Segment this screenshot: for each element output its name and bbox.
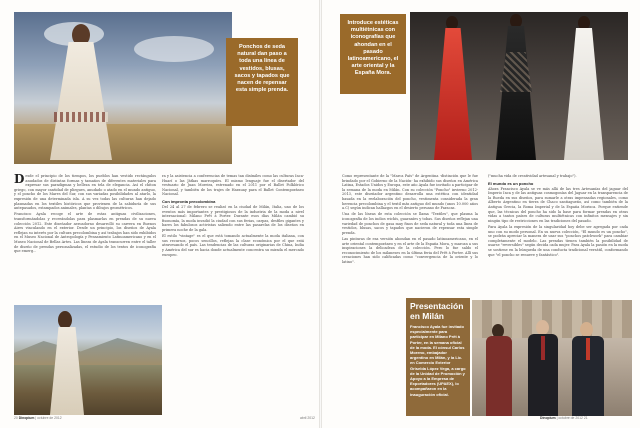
article-paragraph: Ahora Francisco Ayala se ve más allá de las tres Artesanías del jaguar del Imperio Inca y de las antiguas cosmogonías del Jaguar en la transparencia de la Rueda en sus diseños, para sumarle a otras impensadas regionales, como Alberto Argentino en tierra de Chaco santiagueño, así como también de la Antigua Grecia, la Roma Imperial y de la España Morisca. Porque entiende que, las técnicas del poncho ha sido la base para formar prendas en otras vidas a tantos países de culturas multiétnicas con infinitos mensajes y sin ningún tipo de restricciones en las tradiciones del pasado. — [488, 186, 628, 223]
right-page — [322, 0, 640, 428]
presentation-milan-box — [406, 298, 470, 416]
article-paragraph: ra y la asistencia a conferencias de temas tan disímiles como las culturas Inca-Huarí o las Játkas marroquíes. El mismo lenguaje fue el disertador del vestuario de Juan Moreira, estrenado en el 2011 por el Ballet Folklórico Nacional, y también de los trajes de Harauay para el Ballet Contemporáneo Nacional. — [162, 174, 304, 197]
magazine-name: Dinopium — [540, 416, 556, 420]
article-paragraph: ("mucha vida de creatividad artesanal y trabajo"). — [488, 174, 577, 178]
valley-model-photo — [14, 305, 162, 415]
article-paragraph: El estilo "vintage" es el que está tomando actualmente la moda italiana, con sus recursos, pocos sencillos, reflejan la clase económica por el que está atravesando el país. Las tendencias de las culturas originarias de China, India y América del sur es hacia donde actualmente concentra su mirada el mercado europeo. — [162, 234, 304, 257]
poncho-model-photo — [14, 12, 232, 164]
right-callout: Introduce estéticas multiétnicas con iconografías que ahondan en el pasado latinoamericano, el arte oriental y la España Mora. — [340, 14, 406, 94]
left-text-column-2 — [162, 174, 304, 310]
article-paragraph: Una de las líneas de esta colección se llama "Textiles", que plasma la iconografía de los indios wichís, guaraníes y tobas. Sus diseños reflejan una variedad de ponchos de gasa muy finos de seda natural y toda una línea de vestidos, blusas, sacos y tapados que nacieron de repensar esta simple prenda. — [342, 212, 478, 235]
dropcap: D — [14, 174, 25, 186]
right-text-column-1 — [342, 174, 478, 294]
article-paragraph: esde el principio de los tiempos, los pueblos han vestido rectángulos anudados de distintas formas y tamaños de diferentes materiales para expresar sus paradigmas y belleza en tela de elegancia. Así el chiton griego, con mayor cantidad de pliegues, anudado o atado en el mundo antiguo, y el poncho de los Mares del Sur, con sus variadas posibilidades al atarlo, la expresión de una determinada isla. A su vez todas las culturas han dejado plasmadas en los textiles históricos que provienen de la sabiduría de sus antepasados, estampados animales, plantas o dibujos geométricos. — [14, 174, 156, 211]
center-footer-date: abril 2012 — [300, 416, 315, 420]
studio-models-photo — [410, 12, 628, 160]
magazine-name: Dinopium — [18, 416, 35, 420]
article-paragraph: Como representante de la "Marca País" de Argentina -distinción que le fue brindado por el Gobierno de la Nación- ha exhibido sus diseños en América Latina, Estados Unidos y Europa, este año Ayala fue invitado a participar de la semana de la moda en Milán. Con su colección "Poncho" invierno 2012-2013, este diseñador argentino desarrolla una estética con identidad basada en la reelaboración del poncho, vestimenta considerada la gran herencia precolombina y el textil más antiguo del mundo (unos 10.000 años a.C) según indican hallazgos en el desierto peruano de Paracas. — [342, 174, 478, 211]
right-footer — [540, 416, 588, 420]
subheading-mundo-poncho: El mundo es un poncho — [488, 180, 534, 186]
headline-title: Presentación en Milán — [410, 301, 464, 321]
article-paragraph: Francisco Ayala recoge el arte de estas antiguas civilizaciones, transformándolas y recreándolas para plasmarlas en prendas de su nueva colección 2012. Este diseñador aeroadorno desarrolló su carrera en Buenos Aires vinculando en el exterior. Desde un principio, los diseños de Ayala reflejan su interés por la cultura precolombina y así trabajos han sido exhibidos en el Museo Nacional de Antropología y Pensamiento Latinoamericano y en el Museo Nacional de Bellas Artes. Las líneas de Ayala transcurren entre el taller de diseño de prendas personalizadas, el estudio de los textos de iconografía que emerg... — [14, 212, 156, 254]
left-text-column-1 — [14, 174, 156, 300]
headline-body: Francisco Ayala fue invitado especialmente para participar en Milano Prêt à Porter, en la semana oficial de la moda. El cónsul Carlos Moreno, embajador argentino en Milán, y la Lic. en Comercio Exterior Griselda López Vega, a cargo de la Unidad de Promoción y Apoyo a la Empresa de Exportadores (UPAEX), lo acompañaron en la inauguración oficial. — [410, 324, 466, 397]
article-paragraph: Las pinturas de esa versión ahondan en el pasado latinoamericano, en el arte oriental contemporáneo y en el arte de la España Mora, y marcan a sus inspiraciones la delicadeza de la colección. Pero lo fue saldo el reconocimiento de los milaneses en la última feria del Prêt à Porter. Allí sus creaciones han sido calificadas como "convergencia de la oriente y lo latino". — [342, 236, 478, 264]
page-number: 21 — [583, 416, 588, 420]
left-callout: Ponchos de seda natural dan paso a toda una línea de vestidos, blusas, sacos y tapados que nacen de repensar esta simple prenda. — [226, 38, 298, 126]
right-text-column-2 — [488, 174, 628, 294]
left-footer — [14, 416, 62, 420]
milan-event-photo — [472, 300, 632, 416]
article-paragraph: Del 24 al 27 de febrero se realizó en la ciudad de Milán, Italia, uno de los eventos más importantes y prestigiosos de la industria de la moda a nivel internacional: Milano Prêt à Porter. Durante esos días Milán cambió su fisonomía, la moda invadió la ciudad con sus ferias, carpas, desfiles gigantes y bares los fabulosos activistas saliendo entre las pasarelas de los diseños en primera noche de la gala. — [162, 204, 304, 232]
issue-label: | octubre de 2012 — [556, 416, 583, 420]
issue-label: | octubre de 2012 — [35, 416, 62, 420]
subheading-impronta: Con impronta precolombina — [162, 198, 216, 204]
article-paragraph: Para Ayala la expresión de la singularidad hoy debe ser agregada por cada uno con su modo personal. En su nueva colección, "El mundo es un poncho", se podrán apreciar la manera de usar sus "ponchos patchwork" para cambiar completamente el modelo. Las prendas tienen también la posibilidad de usarse "reversibles" según decida cada mujer. Para Ayala la pasión en la moda se sostiene en la búsqueda de una conducta tradicional versátil, conformando que "el poncho se renueve y fantástico". — [488, 224, 628, 257]
page-number: 20 — [14, 416, 18, 420]
